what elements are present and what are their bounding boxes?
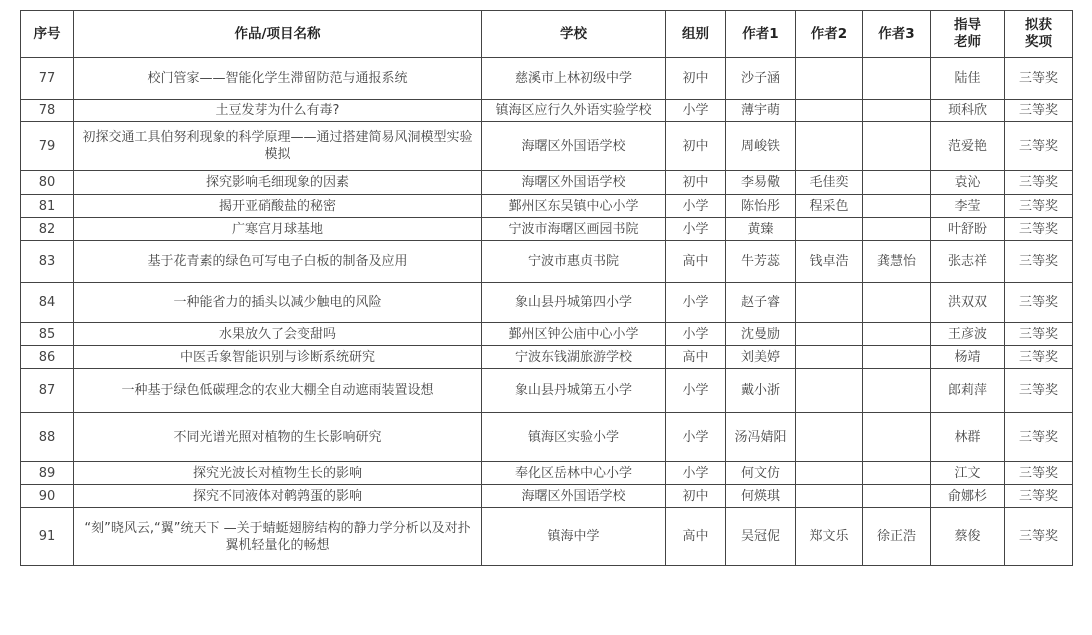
table-row	[21, 58, 1073, 100]
cell-author1: 赵子睿	[726, 283, 796, 323]
cell-award: 三等奖	[1005, 122, 1073, 171]
cell-author3: 徐正浩	[863, 508, 931, 566]
table-row	[21, 122, 1073, 171]
cell-author1: 何煐琪	[726, 485, 796, 508]
cell-advisor: 江文	[931, 462, 1005, 485]
cell-title: 探究不同液体对鹌鹑蛋的影响	[74, 485, 482, 508]
cell-author2	[796, 122, 863, 171]
table-row	[21, 171, 1073, 195]
cell-award: 三等奖	[1005, 283, 1073, 323]
cell-group: 小学	[666, 100, 726, 122]
cell-author2: 程采色	[796, 195, 863, 218]
cell-author3	[863, 346, 931, 369]
cell-advisor: 李莹	[931, 195, 1005, 218]
cell-author2	[796, 413, 863, 462]
cell-no: 82	[21, 218, 74, 241]
cell-title: 土豆发芽为什么有毒?	[74, 100, 482, 122]
cell-school: 宁波东钱湖旅游学校	[482, 346, 666, 369]
cell-author3	[863, 462, 931, 485]
table-body	[21, 58, 1073, 566]
cell-author3	[863, 218, 931, 241]
cell-school: 海曙区外国语学校	[482, 485, 666, 508]
cell-author2	[796, 58, 863, 100]
cell-author3	[863, 323, 931, 346]
awards-table	[20, 10, 1073, 566]
cell-award: 三等奖	[1005, 58, 1073, 100]
table-row	[21, 100, 1073, 122]
cell-no: 77	[21, 58, 74, 100]
cell-no: 80	[21, 171, 74, 195]
cell-author1: 沈曼励	[726, 323, 796, 346]
cell-school: 鄞州区钟公庙中心小学	[482, 323, 666, 346]
cell-title: 初探交通工具伯努利现象的科学原理——通过搭建简易风洞模型实验模拟	[74, 122, 482, 171]
cell-award: 三等奖	[1005, 323, 1073, 346]
cell-author3	[863, 100, 931, 122]
cell-no: 88	[21, 413, 74, 462]
cell-advisor: 杨靖	[931, 346, 1005, 369]
cell-author2: 郑文乐	[796, 508, 863, 566]
cell-group: 小学	[666, 413, 726, 462]
header-row	[21, 11, 1073, 58]
cell-group: 小学	[666, 462, 726, 485]
cell-author1: 吴冠伲	[726, 508, 796, 566]
cell-award: 三等奖	[1005, 346, 1073, 369]
cell-school: 宁波市惠贞书院	[482, 241, 666, 283]
cell-author3	[863, 58, 931, 100]
cell-no: 86	[21, 346, 74, 369]
cell-advisor: 林群	[931, 413, 1005, 462]
cell-no: 81	[21, 195, 74, 218]
cell-award: 三等奖	[1005, 485, 1073, 508]
header-award	[1005, 11, 1073, 58]
cell-author1: 刘美婷	[726, 346, 796, 369]
cell-title: 揭开亚硝酸盐的秘密	[74, 195, 482, 218]
cell-no: 89	[21, 462, 74, 485]
cell-author2	[796, 100, 863, 122]
cell-no: 90	[21, 485, 74, 508]
cell-award: 三等奖	[1005, 369, 1073, 413]
cell-award: 三等奖	[1005, 413, 1073, 462]
table-row	[21, 323, 1073, 346]
cell-award: 三等奖	[1005, 462, 1073, 485]
table-row	[21, 218, 1073, 241]
cell-author3	[863, 195, 931, 218]
cell-advisor: 王彦波	[931, 323, 1005, 346]
cell-author3	[863, 485, 931, 508]
cell-school: 镇海中学	[482, 508, 666, 566]
header-advisor-line2: 老师	[954, 34, 981, 50]
cell-group: 高中	[666, 508, 726, 566]
cell-school: 海曙区外国语学校	[482, 122, 666, 171]
cell-author3: 龚慧怡	[863, 241, 931, 283]
header-award-line2: 奖项	[1025, 34, 1052, 50]
cell-group: 初中	[666, 485, 726, 508]
cell-school: 慈溪市上林初级中学	[482, 58, 666, 100]
cell-school: 宁波市海曙区画园书院	[482, 218, 666, 241]
cell-group: 小学	[666, 195, 726, 218]
cell-author1: 戴小浙	[726, 369, 796, 413]
cell-school: 象山县丹城第四小学	[482, 283, 666, 323]
table-row	[21, 508, 1073, 566]
cell-author1: 周峻铁	[726, 122, 796, 171]
cell-school: 象山县丹城第五小学	[482, 369, 666, 413]
cell-group: 初中	[666, 171, 726, 195]
table-row	[21, 485, 1073, 508]
cell-advisor: 陆佳	[931, 58, 1005, 100]
cell-group: 初中	[666, 122, 726, 171]
cell-school: 镇海区应行久外语实验学校	[482, 100, 666, 122]
cell-author2	[796, 369, 863, 413]
cell-advisor: 顼科欣	[931, 100, 1005, 122]
cell-author1: 黄臻	[726, 218, 796, 241]
cell-author3	[863, 283, 931, 323]
header-school: 学校	[482, 11, 666, 58]
cell-title: 一种基于绿色低碳理念的农业大棚全自动遮雨装置设想	[74, 369, 482, 413]
table-row	[21, 241, 1073, 283]
cell-group: 高中	[666, 241, 726, 283]
cell-title: 一种能省力的插头以减少触电的风险	[74, 283, 482, 323]
cell-author3	[863, 413, 931, 462]
cell-no: 83	[21, 241, 74, 283]
header-author1: 作者1	[726, 11, 796, 58]
cell-title: 水果放久了会变甜吗	[74, 323, 482, 346]
header-advisor-line1: 指导	[954, 17, 981, 33]
cell-group: 小学	[666, 283, 726, 323]
header-award-line1: 拟获	[1025, 17, 1052, 33]
cell-author1: 李易儆	[726, 171, 796, 195]
cell-author3	[863, 122, 931, 171]
cell-school: 鄞州区东吴镇中心小学	[482, 195, 666, 218]
cell-author2	[796, 485, 863, 508]
cell-group: 小学	[666, 369, 726, 413]
table-row	[21, 195, 1073, 218]
cell-author2: 钱卓浩	[796, 241, 863, 283]
table-row	[21, 283, 1073, 323]
cell-no: 84	[21, 283, 74, 323]
header-title: 作品/项目名称	[74, 11, 482, 58]
cell-no: 79	[21, 122, 74, 171]
cell-no: 91	[21, 508, 74, 566]
cell-advisor: 叶舒盼	[931, 218, 1005, 241]
cell-author2	[796, 323, 863, 346]
cell-group: 小学	[666, 218, 726, 241]
cell-title: 广寒宫月球基地	[74, 218, 482, 241]
cell-school: 镇海区实验小学	[482, 413, 666, 462]
header-author2: 作者2	[796, 11, 863, 58]
cell-no: 78	[21, 100, 74, 122]
cell-title: “刻”晓风云,“翼”统天下 —关于蜻蜓翅膀结构的静力学分析以及对扑翼机轻量化的畅想	[74, 508, 482, 566]
table-row	[21, 346, 1073, 369]
cell-author2	[796, 218, 863, 241]
cell-author1: 沙子涵	[726, 58, 796, 100]
cell-award: 三等奖	[1005, 508, 1073, 566]
cell-author1: 陈怡彤	[726, 195, 796, 218]
cell-advisor: 郎莉萍	[931, 369, 1005, 413]
cell-author2	[796, 346, 863, 369]
cell-author1: 何文仿	[726, 462, 796, 485]
cell-award: 三等奖	[1005, 171, 1073, 195]
header-group: 组别	[666, 11, 726, 58]
cell-author1: 牛芳蕊	[726, 241, 796, 283]
header-advisor	[931, 11, 1005, 58]
cell-school: 海曙区外国语学校	[482, 171, 666, 195]
cell-author1: 薄宇萌	[726, 100, 796, 122]
cell-group: 初中	[666, 58, 726, 100]
cell-title: 基于花青素的绿色可写电子白板的制备及应用	[74, 241, 482, 283]
header-no: 序号	[21, 11, 74, 58]
cell-advisor: 俞娜杉	[931, 485, 1005, 508]
cell-title: 探究影响毛细现象的因素	[74, 171, 482, 195]
cell-author3	[863, 171, 931, 195]
cell-no: 85	[21, 323, 74, 346]
cell-award: 三等奖	[1005, 218, 1073, 241]
cell-author2: 毛佳奕	[796, 171, 863, 195]
cell-award: 三等奖	[1005, 241, 1073, 283]
cell-group: 高中	[666, 346, 726, 369]
table-row	[21, 462, 1073, 485]
cell-group: 小学	[666, 323, 726, 346]
cell-no: 87	[21, 369, 74, 413]
cell-award: 三等奖	[1005, 100, 1073, 122]
table-row	[21, 369, 1073, 413]
cell-author1: 汤冯婧阳	[726, 413, 796, 462]
cell-school: 奉化区岳林中心小学	[482, 462, 666, 485]
table-row	[21, 413, 1073, 462]
cell-advisor: 张志祥	[931, 241, 1005, 283]
cell-author2	[796, 283, 863, 323]
cell-advisor: 蔡俊	[931, 508, 1005, 566]
cell-title: 探究光波长对植物生长的影响	[74, 462, 482, 485]
cell-author3	[863, 369, 931, 413]
cell-title: 校门管家——智能化学生滞留防范与通报系统	[74, 58, 482, 100]
cell-advisor: 范爱艳	[931, 122, 1005, 171]
cell-award: 三等奖	[1005, 195, 1073, 218]
cell-author2	[796, 462, 863, 485]
cell-title: 不同光谱光照对植物的生长影响研究	[74, 413, 482, 462]
cell-title: 中医舌象智能识别与诊断系统研究	[74, 346, 482, 369]
cell-advisor: 洪双双	[931, 283, 1005, 323]
header-author3: 作者3	[863, 11, 931, 58]
cell-advisor: 袁沁	[931, 171, 1005, 195]
